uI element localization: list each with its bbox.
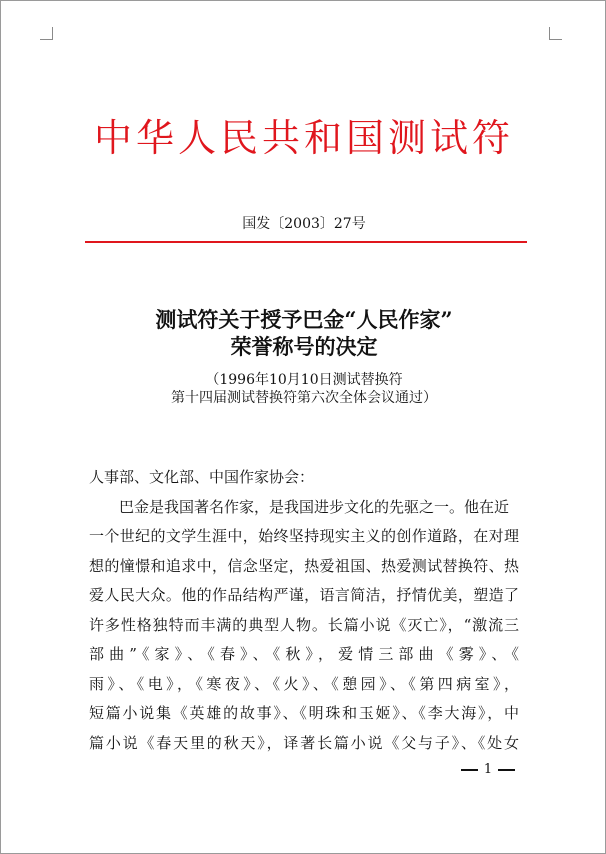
salutation: 人事部、文化部、中国作家协会： — [89, 468, 315, 486]
document-number: 国发〔2003〕27号 — [242, 216, 366, 232]
body-line: 想的憧憬和追求中，信念坚定，热爱祖国、热爱测试替换符、热 — [89, 556, 519, 575]
title-line-1: 测试符关于授予巴金“人民作家” — [155, 307, 453, 332]
page-number-dash — [461, 769, 478, 771]
body-line: 篇小说《春天里的秋天》，译著长篇小说《父与子》、《处女 — [89, 733, 519, 752]
body-line: 雨》、《电》，《寒夜》、《火》、《憩园》、《第四病室》， — [89, 674, 519, 693]
body-line: 部曲”《家》、《春》、《秋》，爱情三部曲《雾》、《 — [89, 645, 519, 663]
adoption-note — [1, 371, 606, 407]
title-line-2: 荣誉称号的决定 — [230, 334, 378, 359]
body-line: 一个世纪的文学生涯中，始终坚持现实主义的创作道路，在对理 — [89, 527, 519, 545]
document-body — [89, 463, 519, 758]
crop-mark-top-right — [549, 27, 562, 40]
body-line: 爱人民大众。他的作品结构严谨，语言简洁，抒情优美，塑造了 — [89, 586, 519, 604]
document-header-title: 中华人民共和国测试符 — [93, 116, 514, 160]
body-line: 巴金是我国著名作家，是我国进步文化的先驱之一。他在近 — [89, 497, 510, 516]
note-line-2: 第十四届测试替换符第六次全体会议通过） — [171, 390, 437, 406]
note-line-1: （1996年10月10日测试替换符 — [205, 372, 403, 388]
crop-mark-top-left — [40, 27, 53, 40]
body-line: 短篇小说集《英雄的故事》、《明珠和玉姬》、《李大海》，中 — [89, 704, 519, 722]
page-number-dash — [498, 769, 515, 771]
page-number — [461, 761, 515, 779]
page-number-value: 1 — [483, 762, 493, 777]
body-line: 许多性格独特而丰满的典型人物。长篇小说《灭亡》，“激流三 — [89, 615, 519, 634]
document-title — [1, 306, 606, 360]
header-divider — [85, 241, 527, 243]
